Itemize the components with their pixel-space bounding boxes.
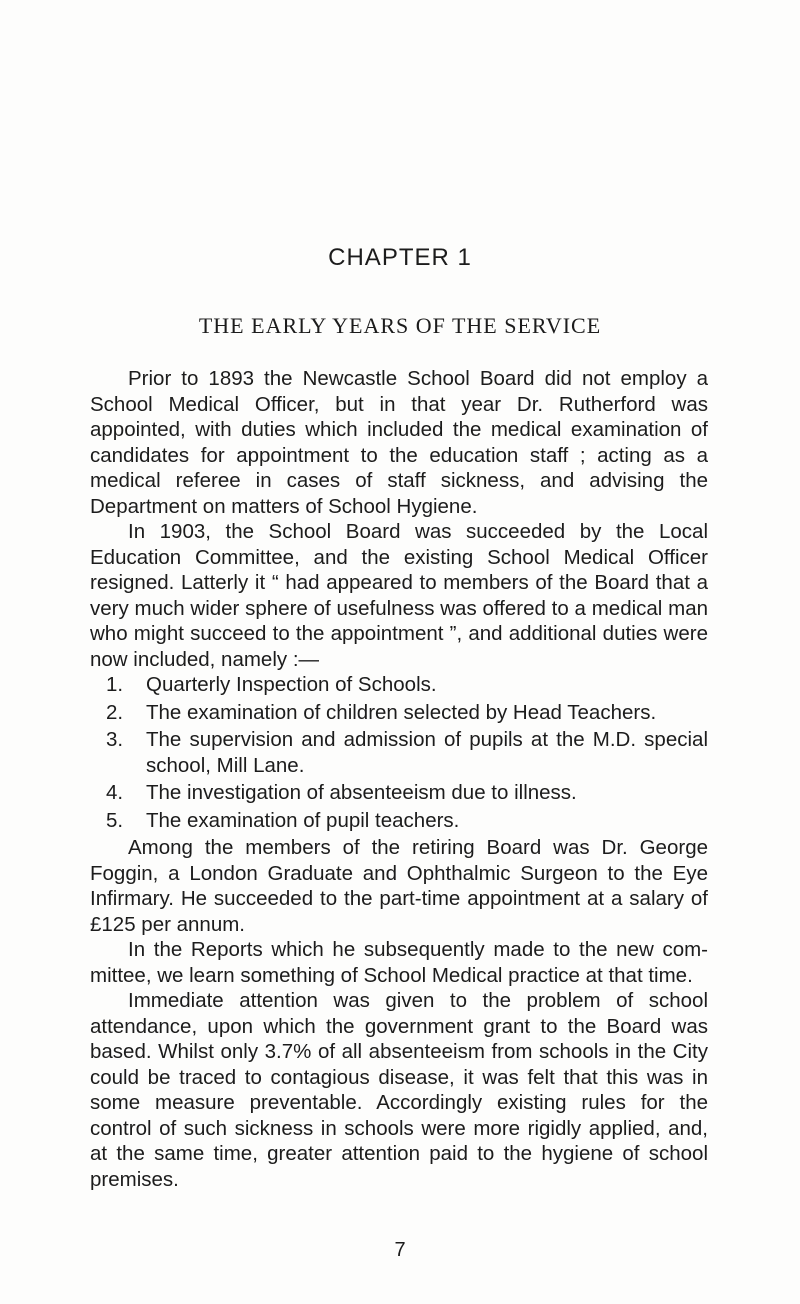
duties-list: [90, 672, 708, 833]
list-item-text: The examination of pupil teachers.: [146, 808, 460, 832]
list-item-text: The supervision and admission of pupils at the M.D. special school, Mill Lane.: [146, 728, 708, 777]
list-item: [106, 808, 708, 834]
paragraph: Prior to 1893 the Newcastle School Board did not employ a School Medical Officer, but in that year Dr. Rutherford was appointed, with duties which included the medical examination of candidates for appointment to the education staff ; acting as a medical referee in cases of staff sickness, and advising the Department on matters of School Hygiene.: [90, 367, 708, 518]
list-item-number: 3.: [106, 728, 124, 751]
body-text: [90, 366, 708, 1192]
paragraph: Among the members of the retiring Board was Dr. George Foggin, a London Graduate and Ophthalmic Surgeon to the Eye Infirmary. He succeeded to the part-time appointment at a salary of £125 per annum.: [90, 836, 708, 936]
page-number: 7: [394, 1239, 406, 1261]
list-item-number: 1.: [106, 673, 124, 696]
list-item-text: The examination of children selected by Head Teachers.: [146, 700, 657, 724]
list-item: [106, 672, 708, 698]
list-item-text: The investigation of absenteeism due to illness.: [146, 781, 577, 804]
list-item-text: Quarterly Inspection of Schools.: [146, 673, 437, 696]
paragraph: In the Reports which he subsequently made to the new committee, we learn something of School Medical practice at that time.: [90, 938, 708, 987]
list-item: [106, 700, 708, 726]
list-item-number: 4.: [106, 781, 124, 804]
paragraph: In 1903, the School Board was succeeded by the Local Education Committee, and the existing School Medical Officer resigned. Latterly it “ had appeared to members of the Board that a very much wider sphere of usefulness was offered to a medical man who might succeed to the appointment ”, and additional duties were now included, namely :—: [90, 520, 708, 671]
list-item-number: 5.: [106, 808, 124, 832]
chapter-heading: CHAPTER 1: [328, 244, 472, 271]
list-item: [106, 727, 708, 778]
list-item: [106, 780, 708, 806]
paragraph: Immediate attention was given to the problem of school attendance, upon which the government grant to the Board was based. Whilst only 3.7% of all absenteeism from schools in the City could be traced to contagious disease, it was felt that this was in some measure preventable. Accordingly existing rules for the control of such sickness in schools were more rigidly applied, and, at the same time, greater attention paid to the hygiene of school premises.: [90, 989, 708, 1191]
chapter-title: THE EARLY YEARS OF THE SERVICE: [198, 313, 602, 338]
list-item-number: 2.: [106, 700, 124, 724]
